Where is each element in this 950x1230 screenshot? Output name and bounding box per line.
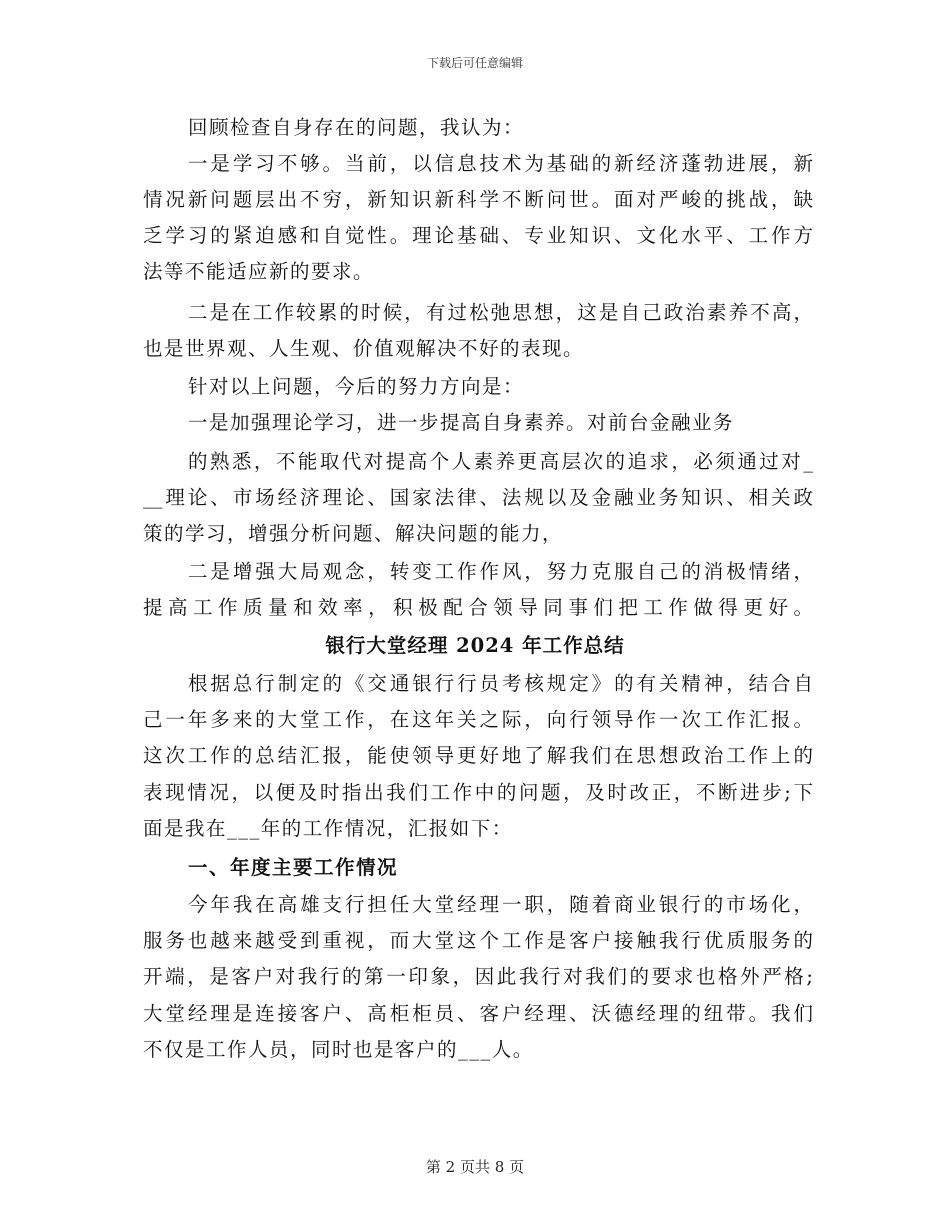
text-line: 大堂经理是连接客户、高柜柜员、客户经理、沃德经理的纽带。我们 (143, 1002, 813, 1025)
text-line: 策的学习，增强分析问题、解决问题的能力， (143, 522, 564, 545)
text-line: 二是在工作较累的时候，有过松弛思想，这是自己政治素养不高， (188, 301, 813, 324)
text-line: 一是加强理论学习，进一步提高自身素养。对前台金融业务 (188, 411, 735, 434)
text-line: 回顾检查自身存在的问题，我认为： (188, 116, 525, 139)
text-line: 面是我在___年的工作情况，汇报如下： (143, 817, 513, 840)
text-line: 针对以上问题，今后的努力方向是： (188, 375, 525, 398)
text-line: 不仅是工作人员，同时也是客户的___人。 (143, 1038, 534, 1061)
text-line: 开端，是客户对我行的第一印象，因此我行对我们的要求也格外严格; (143, 965, 813, 988)
text-line: 提高工作质量和效率，积极配合领导同事们把工作做得更好。 (143, 596, 813, 619)
document-title: 银行大堂经理 2024 年工作总结 (325, 634, 625, 657)
text-line: 的熟悉，不能取代对提高个人素养更高层次的追求，必须通过对_ (188, 450, 813, 473)
section-heading: 一、年度主要工作情况 (188, 856, 399, 879)
text-line: 己一年多来的大堂工作，在这年关之际，向行领导作一次工作汇报。 (143, 708, 813, 731)
page-header: 下载后可任意编辑 (426, 56, 523, 70)
page-footer: 第 2 页共 8 页 (425, 1158, 525, 1176)
text-line: 二是增强大局观念，转变工作作风，努力克服自己的消极情绪， (188, 560, 813, 583)
text-line: 这次工作的总结汇报，能使领导更好地了解我们在思想政治工作上的 (143, 744, 813, 767)
text-line: 乏学习的紧迫感和自觉性。理论基础、专业知识、文化水平、工作方 (143, 224, 813, 247)
text-line: 也是世界观、人生观、价值观解决不好的表现。 (143, 337, 585, 360)
text-line: 情况新问题层出不穷，新知识新科学不断问世。面对严峻的挑战，缺 (143, 188, 813, 211)
text-line: 今年我在高雄支行担任大堂经理一职，随着商业银行的市场化， (188, 893, 813, 916)
text-line: 表现情况，以便及时指出我们工作中的问题，及时改正，不断进步;下 (143, 781, 813, 804)
text-line: 一是学习不够。当前，以信息技术为基础的新经济蓬勃进展，新 (188, 152, 813, 175)
text-line: 服务也越来越受到重视，而大堂这个工作是客户接触我行优质服务的 (143, 929, 813, 952)
text-line: __理论、市场经济理论、国家法律、法规以及金融业务知识、相关政 (143, 486, 813, 509)
text-line: 根据总行制定的《交通银行行员考核规定》的有关精神，结合自 (188, 672, 813, 695)
text-line: 法等不能适应新的要求。 (143, 260, 375, 283)
